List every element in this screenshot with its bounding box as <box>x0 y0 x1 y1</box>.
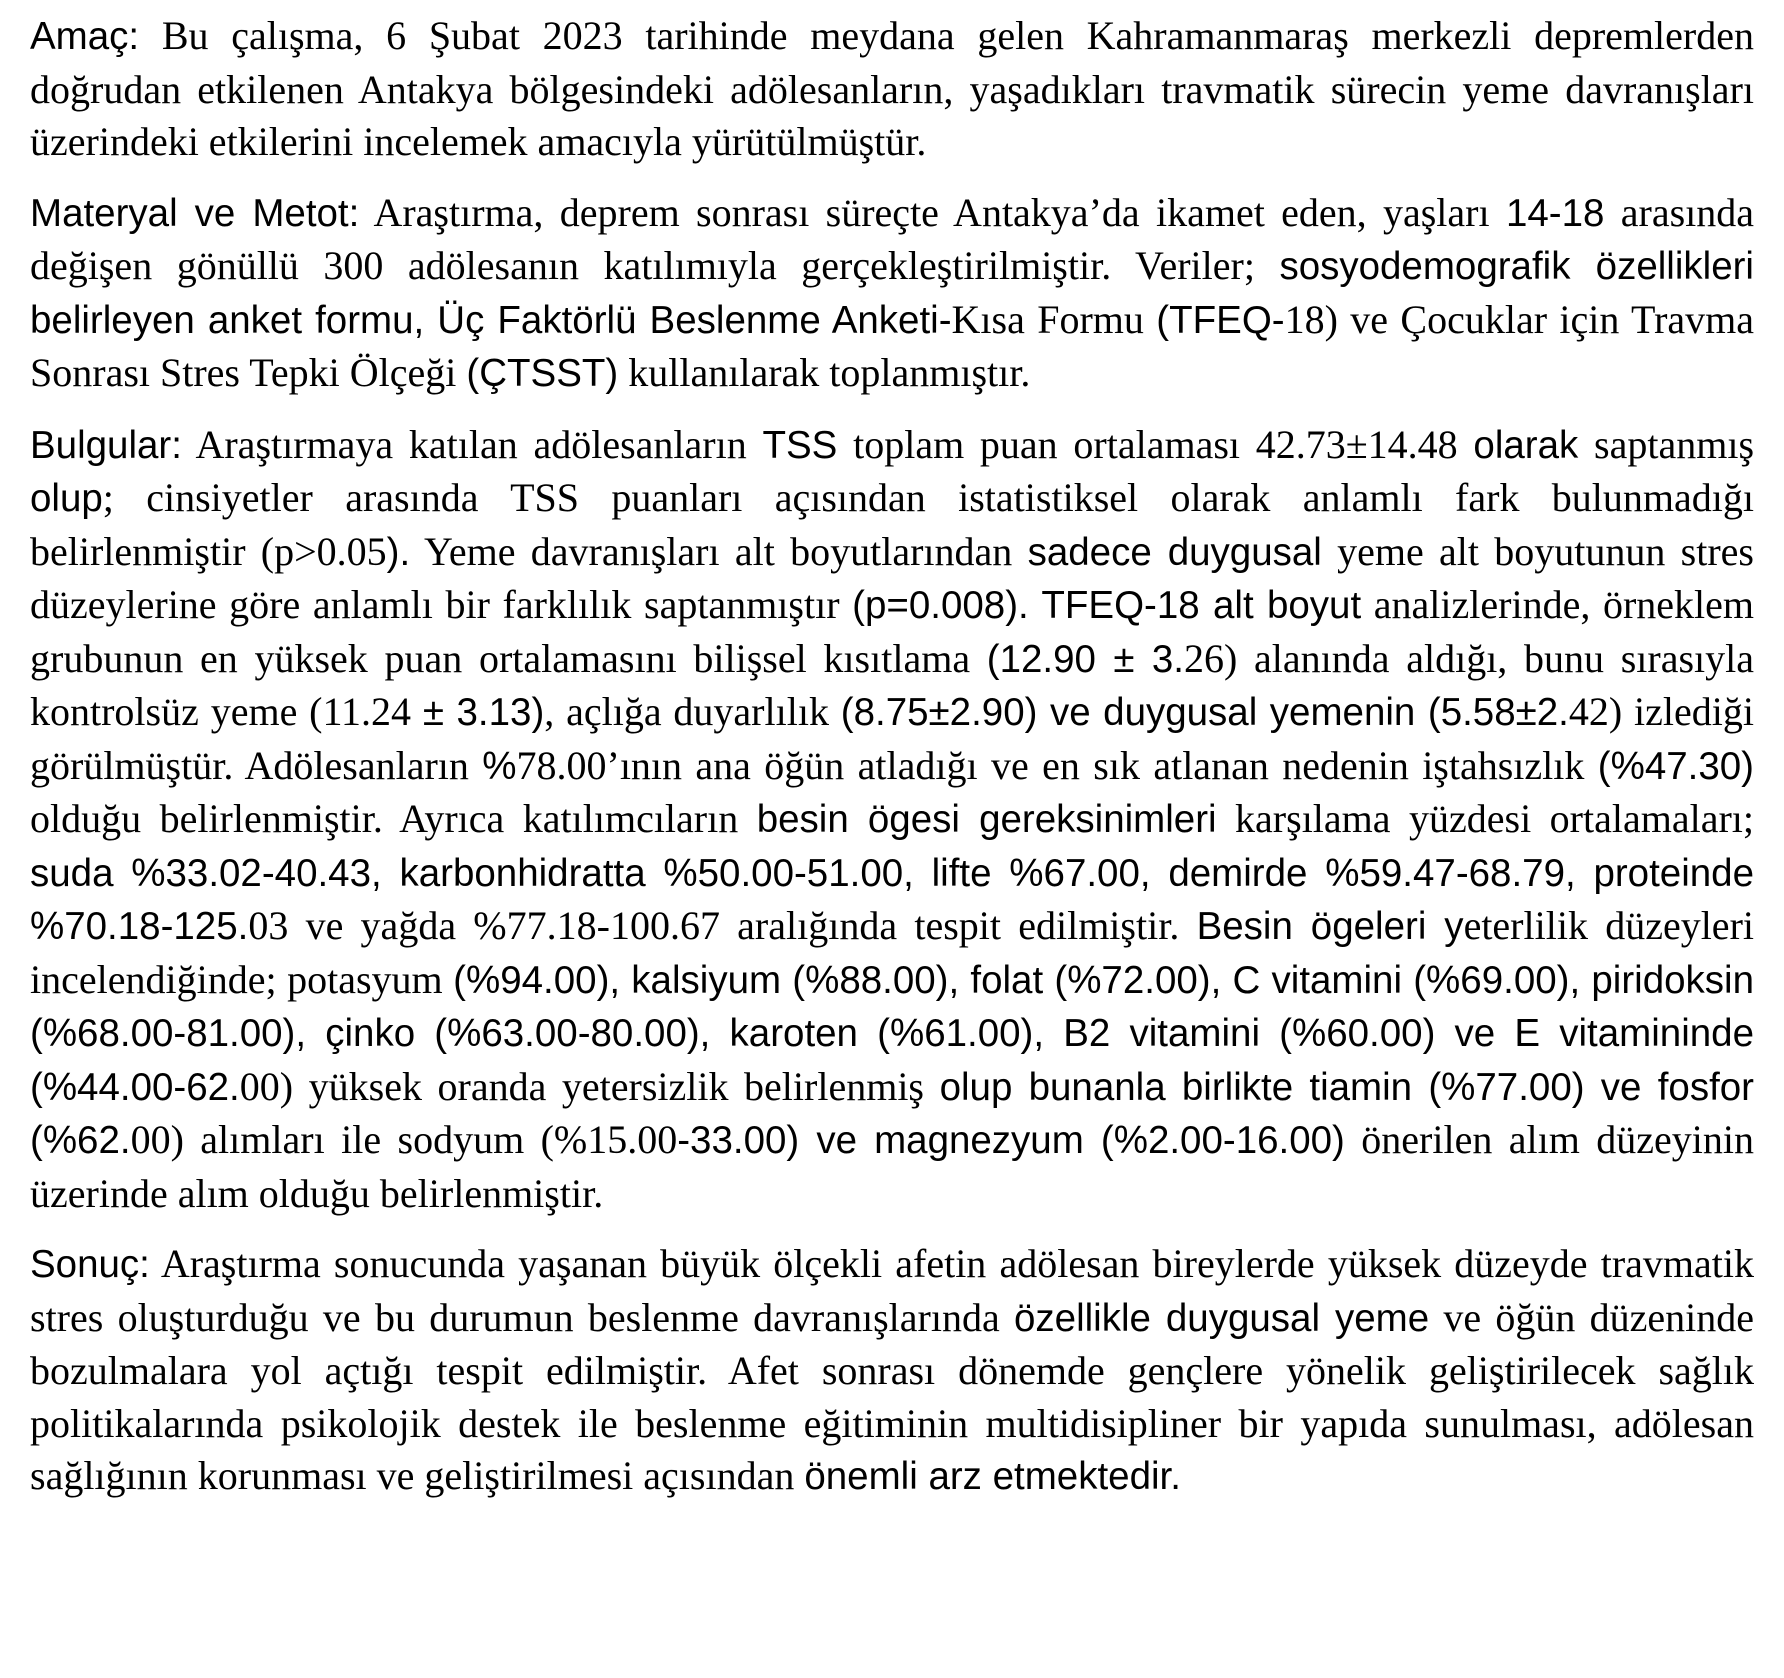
text-run: Kısa Formu <box>951 296 1157 342</box>
text-run: 00) yüksek oranda yetersizlik belirlenmiş <box>239 1063 940 1109</box>
text-run: (%47.30) <box>1597 744 1754 788</box>
text-run: olup bunanla birlikte tiamin (%77.00) ve fosfor (%62. <box>30 1065 1754 1162</box>
text-run: besin ögesi gereksinimleri <box>756 798 1217 841</box>
text-run: TSS <box>762 423 838 467</box>
text-run: toplam puan ortalaması 42.73±14.48 <box>837 421 1474 467</box>
text-run: ; cinsiyetler arasında TSS puanları açısından istatistiksel olarak anlamlı fark bulunmadığı belirlenmiştir (p>0.05 <box>30 475 1754 574</box>
text-run: Besin ögeleri y <box>1196 905 1464 948</box>
text-run: (p=0.008). TFEQ-18 alt boyut <box>852 584 1362 627</box>
text-run: sadece duygusal <box>1027 530 1322 574</box>
section-heading: Amaç: <box>30 15 140 58</box>
text-run: yeme alt boyutunun stres düzeylerine göre anlamlı bir farklılık saptanmıştır <box>30 528 1754 627</box>
text-run: olup <box>30 477 103 520</box>
section-methods <box>30 187 1754 401</box>
text-run: (TFEQ- <box>1156 298 1285 342</box>
text-run: kullanılarak toplanmıştır. <box>618 350 1031 395</box>
text-run: saptanmış <box>1578 421 1755 467</box>
text-run: Bu çalışma, 6 Şubat 2023 tarihinde meydana gelen Kahramanmaraş merkezli depremlerden doğrudan etkilenen Antakya bölgesindeki adölesanların, yaşadıkları travmatik sürecin yeme davranışları üzerindeki etkilerini incelemek amacıyla yürütülmüştür. <box>30 13 1754 164</box>
text-run: (ÇTSST) <box>466 352 619 395</box>
section-conclusion <box>30 1238 1754 1504</box>
section-heading: Materyal ve Metot: <box>30 191 360 235</box>
text-run: ). <box>386 530 411 574</box>
text-run: ± 3.13) <box>422 691 545 734</box>
abstract-document <box>30 10 1754 1522</box>
text-run: Araştırma, deprem sonrası süreçte Antakya’da ikamet eden, yaşları <box>359 189 1506 235</box>
text-run: (12.90 ± 3. <box>986 637 1184 681</box>
text-run: Araştırmaya katılan adölesanların <box>181 421 763 467</box>
text-run: (8.75±2.90) ve duygusal yemenin (5.58±2. <box>840 691 1569 734</box>
section-results <box>30 419 1754 1221</box>
section-body <box>30 422 1754 1216</box>
text-run: önemli arz etmektedir. <box>804 1455 1181 1498</box>
text-run: , açlığa duyarlılık <box>544 689 841 734</box>
section-heading: Bulgular: <box>30 423 182 467</box>
section-body <box>30 13 1754 164</box>
text-run: analizlerinde, örneklem grubunun en yüksek puan ortalamasını bilişsel kısıtlama <box>30 582 1755 681</box>
text-run: 78.00’ının ana öğün atladığı ve en sık atlanan nedenin iştahsızlık <box>516 742 1598 788</box>
text-run: suda %33.02-40.43, karbonhidratta %50.00-51.00, lifte %67.00, demirde %59.47-68.79, proteinde %70.18-125. <box>30 851 1754 948</box>
text-run: % <box>482 744 517 788</box>
text-run: arasında değişen gönüllü 300 adölesanın katılımıyla gerçekleştirilmiştir. Veriler; <box>30 189 1755 288</box>
text-run: sosyodemografik özellikleri belirleyen anket formu, Üç Faktörlü Beslenme Anketi- <box>30 245 1754 342</box>
text-run: 18) ve Çocuklar için Travma Sonrası Stres Tepki Ölçeği <box>30 296 1755 395</box>
text-run: 26) alanında aldığı, bunu sırasıyla kontrolsüz yeme (11.24 <box>30 635 1755 734</box>
text-run: olduğu belirlenmiştir. Ayrıca katılımcıların <box>30 796 757 841</box>
text-run: 00) alımları ile sodyum (%15.00 <box>130 1117 678 1162</box>
text-run: Araştırma sonucunda yaşanan büyük ölçekli afetin adölesan bireylerde yüksek düzeyde travmatik stres oluşturduğu ve bu durumun beslenme davranışlarında <box>30 1241 1754 1340</box>
text-run: karşılama yüzdesi ortalamaları; <box>1216 796 1754 841</box>
text-run: 03 ve yağda %77.18-100.67 aralığında tespit edilmiştir. <box>248 903 1197 948</box>
section-heading: Sonuç: <box>30 1243 150 1286</box>
text-run: (%94.00), kalsiyum (%88.00), folat (%72.00), C vitamini (%69.00), piridoksin (%68.00-81.00), çinko (%63.00-80.00), karoten (%61.00), B2 vitamini (%60.00) ve E vitamininde (%44.00-62. <box>30 958 1754 1109</box>
text-run: -33.00) ve magnezyum (%2.00-16.00) <box>677 1119 1345 1162</box>
text-run: özellikle duygusal yeme <box>1014 1296 1430 1340</box>
section-aim <box>30 10 1754 169</box>
text-run: ve öğün düzeninde bozulmalara yol açtığı tespit edilmiştir. Afet sonrası dönemde gençlere yönelik geliştirilecek sağlık politikalarında psikolojik destek ile beslenme eğitiminin multidisipliner bir yapıda sunulması, adölesan sağlığının korunması ve geliştirilmesi açısından <box>30 1294 1754 1498</box>
text-run: önerilen alım düzeyinin üzerinde alım olduğu belirlenmiştir. <box>30 1117 1754 1216</box>
text-run: 14-18 <box>1505 191 1605 235</box>
section-body <box>30 1241 1754 1498</box>
text-run: Yeme davranışları alt boyutlarından <box>410 528 1028 574</box>
text-run: eterlilik düzeyleri incelendiğinde; potasyum <box>30 903 1754 1002</box>
text-run: olarak <box>1473 423 1579 467</box>
text-run: 42) izlediği görülmüştür. Adölesanların <box>30 689 1754 788</box>
